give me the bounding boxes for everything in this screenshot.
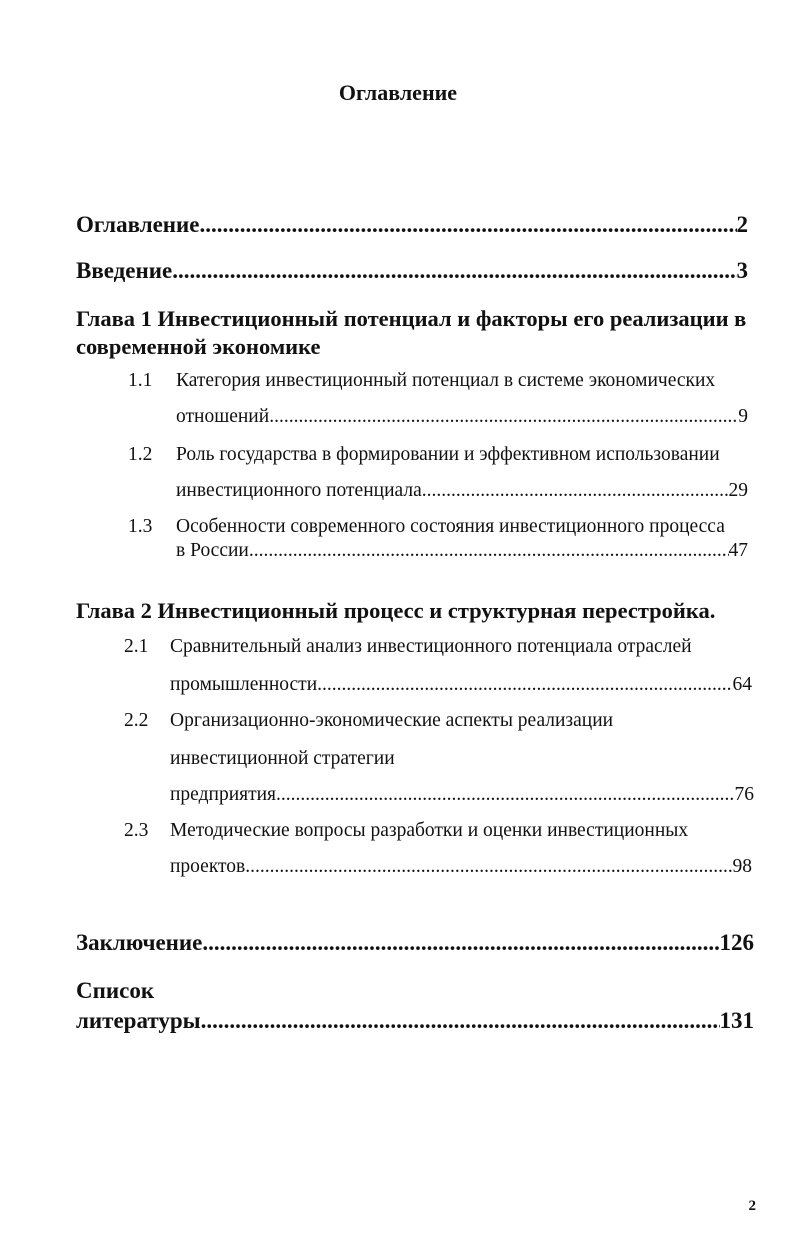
section-number: 1.1 <box>128 370 153 391</box>
leader-dots <box>200 212 737 238</box>
toc-entry-references-heading[interactable]: Список <box>76 978 155 1003</box>
section-1-3-title[interactable]: Особенности современного состояния инвестиционного процесса <box>176 516 725 537</box>
section-1-2-entry[interactable] <box>176 480 748 502</box>
section-number: 1.3 <box>128 516 153 537</box>
chapter-2-heading[interactable]: Глава 2 Инвестиционный процесс и структурная перестройка. <box>76 598 716 623</box>
page-title: Оглавление <box>338 80 458 105</box>
toc-page-number: 98 <box>732 856 752 877</box>
toc-page-number: 3 <box>736 258 748 283</box>
toc-page-number: 126 <box>719 930 754 955</box>
section-number: 2.1 <box>124 636 149 657</box>
toc-page-number: 47 <box>728 540 748 561</box>
section-2-1-title[interactable]: Сравнительный анализ инвестиционного потенциала отраслей <box>170 636 692 657</box>
leader-dots <box>249 540 729 562</box>
page-number: 2 <box>748 1198 756 1214</box>
toc-page-number: 76 <box>734 784 754 805</box>
leader-dots <box>276 784 734 806</box>
section-1-1-entry[interactable] <box>176 406 748 428</box>
section-1-2-title[interactable]: Роль государства в формировании и эффективном использовании <box>176 444 720 465</box>
section-2-2-entry[interactable] <box>170 784 754 806</box>
section-1-1-title[interactable]: Категория инвестиционный потенциал в системе экономических <box>176 370 716 391</box>
chapter-1-heading-cont[interactable]: современной экономике <box>76 334 321 359</box>
toc-entry-label: в России <box>176 540 249 561</box>
toc-page-number: 29 <box>728 480 748 501</box>
toc-page-number: 131 <box>719 1008 754 1033</box>
toc-entry-label: промышленности <box>170 674 318 695</box>
toc-entry-conclusion[interactable] <box>76 930 754 956</box>
toc-page-number: 2 <box>736 212 748 237</box>
section-2-3-entry[interactable] <box>170 856 752 878</box>
section-number: 2.3 <box>124 820 149 841</box>
leader-dots <box>269 406 738 428</box>
section-2-2-title-cont[interactable]: инвестиционной стратегии <box>170 748 395 769</box>
toc-entry-label: Заключение <box>76 930 203 955</box>
section-2-3-title[interactable]: Методические вопросы разработки и оценки инвестиционных <box>170 820 689 841</box>
toc-entry-label: отношений <box>176 406 270 427</box>
leader-dots <box>202 930 719 956</box>
toc-entry-label: литературы <box>76 1008 201 1033</box>
leader-dots <box>245 856 732 878</box>
toc-entry-label: Оглавление <box>76 212 200 237</box>
toc-entry-references[interactable] <box>76 1008 754 1034</box>
section-2-1-entry[interactable] <box>170 674 752 696</box>
section-number: 1.2 <box>128 444 153 465</box>
toc-entry-label: инвестиционного потенциала <box>176 480 422 501</box>
chapter-1-heading[interactable]: Глава 1 Инвестиционный потенциал и факторы его реализации в <box>76 306 747 331</box>
toc-entry-introduction[interactable] <box>76 258 748 284</box>
toc-entry-label: проектов <box>170 856 246 877</box>
toc-entry-label: предприятия <box>170 784 277 805</box>
leader-dots <box>201 1008 720 1034</box>
section-number: 2.2 <box>124 710 149 731</box>
toc-page-number: 64 <box>732 674 752 695</box>
toc-entry-label: Введение <box>76 258 173 283</box>
toc-page-number: 9 <box>738 406 748 427</box>
leader-dots <box>422 480 729 502</box>
leader-dots <box>317 674 732 696</box>
leader-dots <box>172 258 736 284</box>
toc-entry-contents[interactable] <box>76 212 748 238</box>
section-1-3-entry[interactable] <box>176 540 748 562</box>
section-2-2-title[interactable]: Организационно-экономические аспекты реализации <box>170 710 614 731</box>
